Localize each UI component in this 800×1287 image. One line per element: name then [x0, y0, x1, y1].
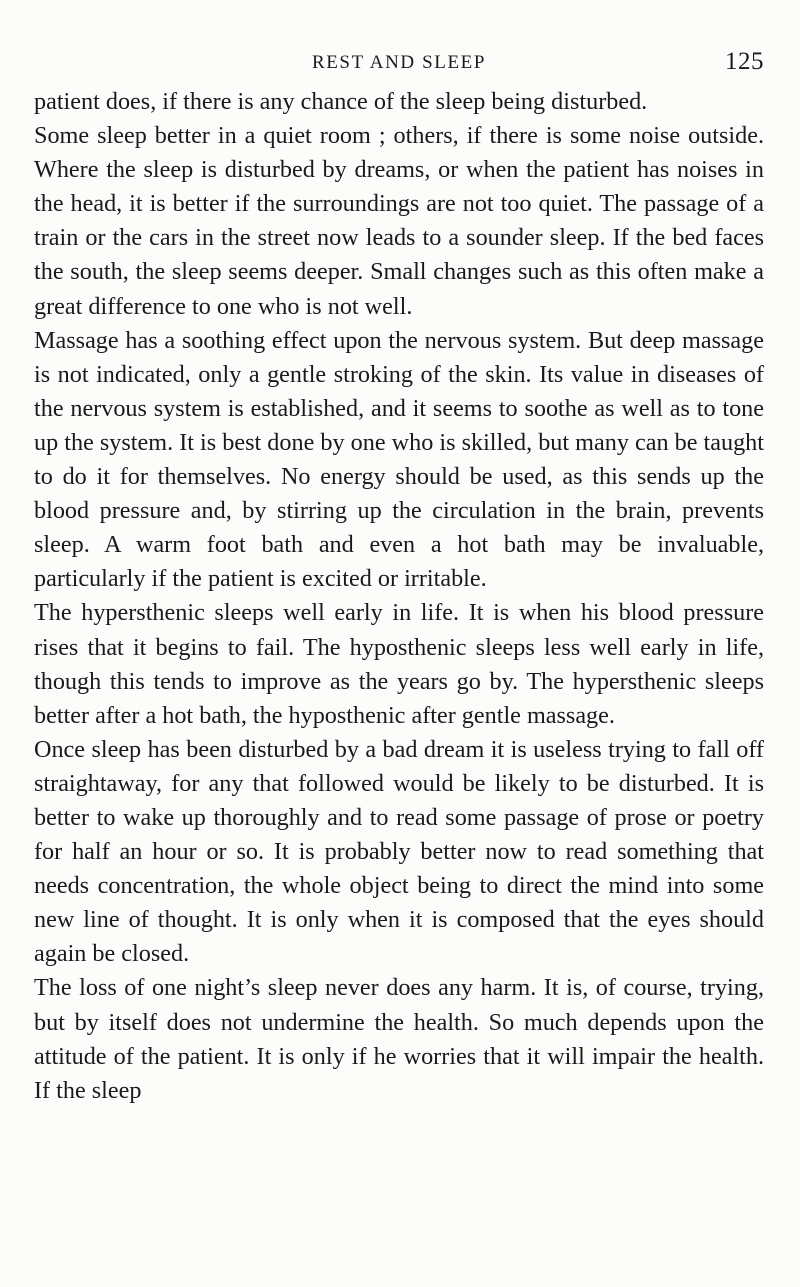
paragraph: Some sleep better in a quiet room ; others, if there is some noise outside. Where the sleep is disturbed by dreams, or when the patient has noises in the head, it is better if the surroundings are not too quiet. The passage of a train or the cars in the street now leads to a sounder sleep. If the bed faces the south, the sleep seems deeper. Small changes such as this often make a great difference to one who is not well.	[34, 122, 764, 320]
running-header	[34, 48, 764, 78]
paragraph: The hypersthenic sleeps well early in life. It is when his blood pressure rises that it begins to fail. The hyposthenic sleeps less well early in life, though this tends to improve as the years go by. The hypersthenic sleeps better after a hot bath, the hyposthenic after gentle massage.	[34, 599, 764, 729]
paragraph: patient does, if there is any chance of the sleep being disturbed.	[34, 88, 648, 115]
body-text	[34, 85, 764, 1108]
paragraph: The loss of one night’s sleep never does any harm. It is, of course, trying, but by itself does not undermine the health. So much depends upon the attitude of the patient. It is only if he worries that it will impair the health. If the sleep	[34, 974, 764, 1104]
paragraph: Massage has a soothing effect upon the nervous system. But deep massage is not indicated, only a gentle stroking of the skin. Its value in diseases of the nervous system is established, and it seems to soothe as well as to tone up the system. It is best done by one who is skilled, but many can be taught to do it for themselves. No energy should be used, as this sends up the blood pressure and, by stirring up the circulation in the brain, prevents sleep. A warm foot bath and even a hot bath may be invaluable, particularly if the patient is excited or irritable.	[34, 326, 764, 593]
running-title: REST AND SLEEP	[311, 52, 487, 73]
page-number: 125	[725, 48, 764, 75]
paragraph: Once sleep has been disturbed by a bad dream it is useless trying to fall off straightaway, for any that followed would be likely to be disturbed. It is better to wake up thoroughly and to read some passage of prose or poetry for half an hour or so. It is probably better now to read something that needs concentration, the whole object being to direct the mind into some new line of thought. It is only when it is composed that the eyes should again be closed.	[34, 735, 764, 968]
